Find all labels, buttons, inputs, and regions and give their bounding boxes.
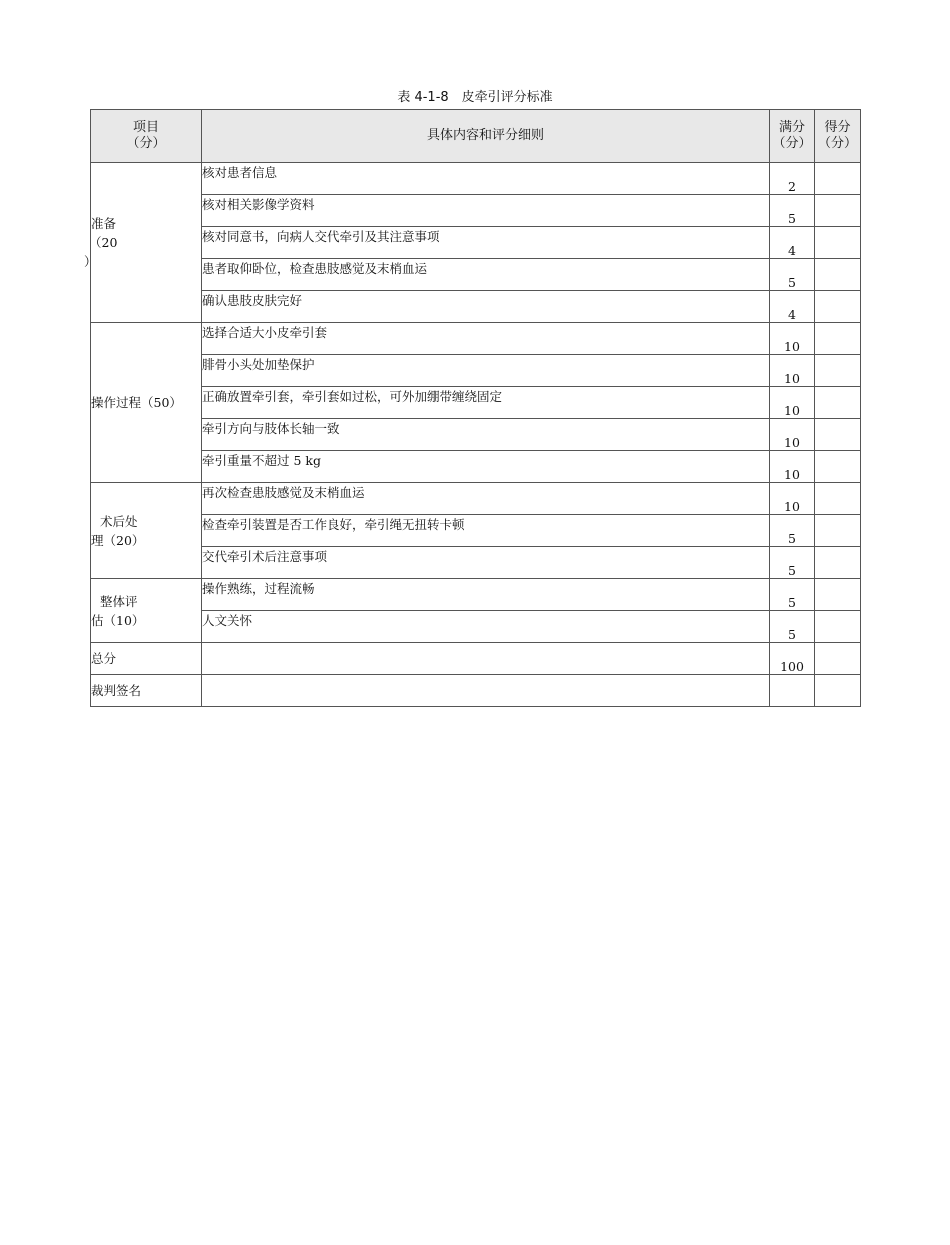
table-row	[91, 355, 861, 387]
table-body	[84, 163, 861, 707]
header-item	[91, 110, 202, 163]
got-score-cell[interactable]	[815, 483, 861, 515]
detail-cell: 确认患肢皮肤完好	[202, 291, 770, 323]
full-score-cell: 10	[770, 355, 815, 387]
detail-cell: 人文关怀	[202, 611, 770, 643]
table-row	[91, 515, 861, 547]
table-row	[91, 195, 861, 227]
full-score-cell: 5	[770, 259, 815, 291]
total-row	[91, 643, 861, 675]
full-score-cell: 10	[770, 451, 815, 483]
table-row	[91, 323, 861, 355]
category-overall	[91, 579, 202, 643]
table-row	[91, 291, 861, 323]
full-score-cell: 10	[770, 419, 815, 451]
category-line: 操作过程（50）	[91, 395, 182, 410]
signature-row	[91, 675, 861, 707]
detail-cell: 牵引重量不超过 5 kg	[202, 451, 770, 483]
header-got-line: （分）	[817, 136, 857, 151]
full-score-cell: 10	[770, 387, 815, 419]
category-line: 理（20）	[91, 532, 145, 548]
got-score-cell[interactable]	[815, 419, 861, 451]
header-full-line: 满分	[778, 120, 805, 135]
got-score-cell[interactable]	[815, 355, 861, 387]
detail-cell: 正确放置牵引套，牵引套如过松，可外加绷带缠绕固定	[202, 387, 770, 419]
detail-cell: 患者取仰卧位，检查患肢感觉及末梢血运	[202, 259, 770, 291]
category-line: 整体评	[100, 593, 138, 609]
table-row	[91, 387, 861, 419]
full-score-cell: 10	[770, 323, 815, 355]
got-score-cell[interactable]	[815, 611, 861, 643]
detail-cell: 再次检查患肢感觉及末梢血运	[202, 483, 770, 515]
got-score-cell[interactable]	[815, 291, 861, 323]
full-score-cell: 2	[770, 163, 815, 195]
signature-full-cell	[770, 675, 815, 707]
table-row	[91, 579, 861, 611]
table-row	[91, 227, 861, 259]
category-line: 术后处	[100, 513, 138, 529]
category-operation	[91, 323, 202, 483]
table-row	[91, 163, 861, 195]
category-prep	[84, 163, 202, 323]
full-score-cell: 5	[770, 611, 815, 643]
total-full-score: 100	[770, 643, 815, 675]
category-line: 估（10）	[91, 612, 145, 628]
got-score-cell[interactable]	[815, 227, 861, 259]
detail-cell: 核对同意书，向病人交代牵引及其注意事项	[202, 227, 770, 259]
got-score-cell[interactable]	[815, 387, 861, 419]
table-title: 表 4-1-8 皮牵引评分标准	[397, 90, 553, 105]
category-line: （20	[89, 235, 118, 250]
signature-field[interactable]	[202, 675, 770, 707]
header-full-score	[770, 110, 815, 163]
total-label: 总分	[91, 643, 202, 675]
got-score-cell[interactable]	[815, 323, 861, 355]
got-score-cell[interactable]	[815, 259, 861, 291]
table-row	[91, 483, 861, 515]
got-score-cell[interactable]	[815, 579, 861, 611]
detail-cell: 腓骨小头处加垫保护	[202, 355, 770, 387]
full-score-cell: 5	[770, 579, 815, 611]
got-score-cell[interactable]	[815, 163, 861, 195]
full-score-cell: 10	[770, 483, 815, 515]
header-item-line: 项目	[132, 120, 159, 135]
table-row	[91, 547, 861, 579]
total-detail-cell	[202, 643, 770, 675]
detail-cell: 牵引方向与肢体长轴一致	[202, 419, 770, 451]
full-score-cell: 5	[770, 195, 815, 227]
category-post-op	[91, 483, 202, 579]
got-score-cell[interactable]	[815, 195, 861, 227]
signature-got-cell	[815, 675, 861, 707]
detail-cell: 核对相关影像学资料	[202, 195, 770, 227]
header-full-line: （分）	[772, 136, 812, 151]
full-score-cell: 5	[770, 515, 815, 547]
total-got-score[interactable]	[815, 643, 861, 675]
category-line: 准备	[91, 216, 117, 231]
header-details: 具体内容和评分细则	[202, 110, 770, 163]
header-row	[91, 110, 861, 163]
detail-cell: 检查牵引装置是否工作良好，牵引绳无扭转卡顿	[202, 515, 770, 547]
got-score-cell[interactable]	[815, 451, 861, 483]
got-score-cell[interactable]	[815, 515, 861, 547]
full-score-cell: 5	[770, 547, 815, 579]
header-got-line: 得分	[824, 120, 851, 135]
detail-cell: 操作熟练，过程流畅	[202, 579, 770, 611]
table-row	[91, 451, 861, 483]
header-item-line: （分）	[126, 136, 166, 151]
table-row	[91, 611, 861, 643]
table-row	[91, 419, 861, 451]
signature-label: 裁判签名	[91, 675, 202, 707]
scoring-table	[84, 109, 861, 707]
detail-cell: 交代牵引术后注意事项	[202, 547, 770, 579]
detail-cell: 核对患者信息	[202, 163, 770, 195]
full-score-cell: 4	[770, 227, 815, 259]
full-score-cell: 4	[770, 291, 815, 323]
category-line: ）	[84, 254, 97, 269]
got-score-cell[interactable]	[815, 547, 861, 579]
header-got-score	[815, 110, 861, 163]
table-row	[91, 259, 861, 291]
detail-cell: 选择合适大小皮牵引套	[202, 323, 770, 355]
